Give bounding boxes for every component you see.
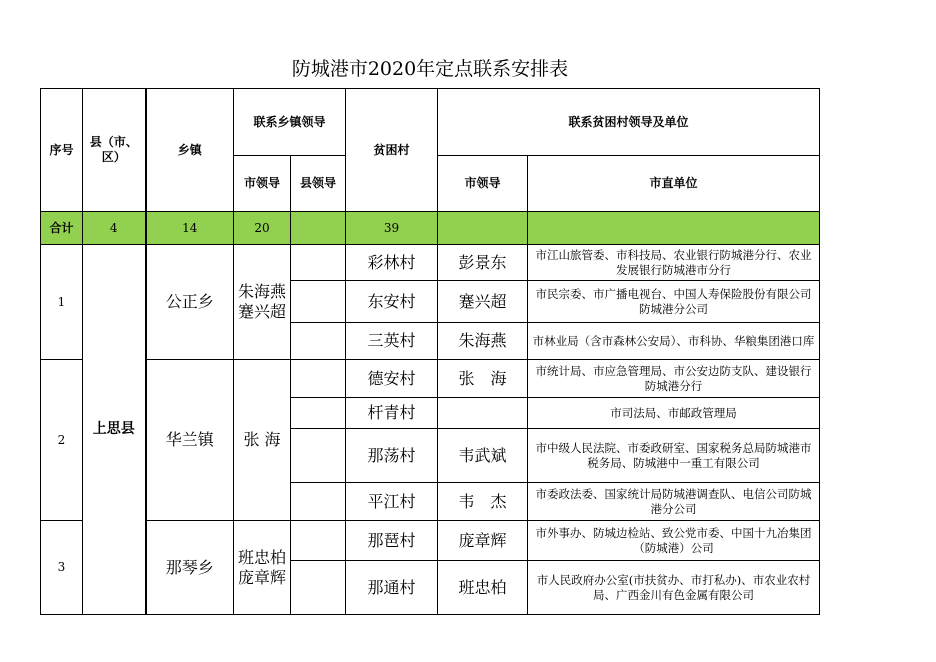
- village-leader-cell: 蹇兴超: [438, 281, 528, 323]
- total-village-leader: [438, 212, 528, 245]
- header-county: 县（市、区）: [83, 89, 146, 212]
- header-county-leader: 县领导: [291, 156, 346, 212]
- town-city-leader-cell: 班忠柏庞章辉: [234, 521, 291, 615]
- village-cell: 三英村: [346, 323, 438, 360]
- town-cell: 华兰镇: [146, 360, 234, 521]
- county-leader-cell: [291, 398, 346, 429]
- unit-cell: 市委政法委、国家统计局防城港调查队、电信公司防城港分公司: [528, 483, 820, 521]
- seq-cell: 1: [41, 245, 83, 360]
- unit-cell: 市外事办、防城边检站、致公党市委、中国十九冶集团（防城港）公司: [528, 521, 820, 561]
- header-village-city-leader: 市领导: [438, 156, 528, 212]
- village-leader-cell: 庞章辉: [438, 521, 528, 561]
- village-cell: 杆青村: [346, 398, 438, 429]
- header-village: 贫困村: [346, 89, 438, 212]
- total-unit: [528, 212, 820, 245]
- county-leader-cell: [291, 483, 346, 521]
- village-cell: 东安村: [346, 281, 438, 323]
- town-cell: 那琴乡: [146, 521, 234, 615]
- unit-cell: 市司法局、市邮政管理局: [528, 398, 820, 429]
- header-village-leaders: 联系贫困村领导及单位: [438, 89, 820, 156]
- county-cell: 上思县: [83, 245, 146, 615]
- table-row: [41, 360, 820, 398]
- header-city-unit: 市直单位: [528, 156, 820, 212]
- county-leader-cell: [291, 323, 346, 360]
- town-city-leader-cell: 张 海: [234, 360, 291, 521]
- village-leader-cell: 彭景东: [438, 245, 528, 281]
- unit-cell: 市人民政府办公室(市扶贫办、市打私办)、市农业农村局、广西金川有色金属有限公司: [528, 561, 820, 615]
- town-cell: 公正乡: [146, 245, 234, 360]
- county-leader-cell: [291, 521, 346, 561]
- header-town-leaders: 联系乡镇领导: [234, 89, 346, 156]
- unit-cell: 市统计局、市应急管理局、市公安边防支队、建设银行防城港分行: [528, 360, 820, 398]
- total-town: 14: [146, 212, 234, 245]
- seq-cell: 3: [41, 521, 83, 615]
- village-leader-cell: [438, 398, 528, 429]
- village-cell: 平江村: [346, 483, 438, 521]
- village-leader-cell: 朱海燕: [438, 323, 528, 360]
- village-cell: 那荡村: [346, 429, 438, 483]
- header-town: 乡镇: [146, 89, 234, 212]
- unit-cell: 市江山旅管委、市科技局、农业银行防城港分行、农业发展银行防城港市分行: [528, 245, 820, 281]
- county-leader-cell: [291, 429, 346, 483]
- table-row: [41, 245, 820, 281]
- county-leader-cell: [291, 561, 346, 615]
- header-city-leader: 市领导: [234, 156, 291, 212]
- village-cell: 那琶村: [346, 521, 438, 561]
- page-title: 防城港市2020年定点联系安排表: [291, 58, 569, 80]
- header-row-1: [41, 89, 820, 156]
- village-leader-cell: 张 海: [438, 360, 528, 398]
- arrangement-table: [40, 88, 820, 615]
- village-cell: 德安村: [346, 360, 438, 398]
- village-cell: 那通村: [346, 561, 438, 615]
- unit-cell: 市民宗委、市广播电视台、中国人寿保险股份有限公司防城港分公司: [528, 281, 820, 323]
- county-leader-cell: [291, 281, 346, 323]
- unit-cell: 市林业局（含市森林公安局）、市科协、华粮集团港口库: [528, 323, 820, 360]
- unit-cell: 市中级人民法院、市委政研室、国家税务总局防城港市税务局、防城港中一重工有限公司: [528, 429, 820, 483]
- town-city-leader-cell: 朱海燕 蹇兴超: [234, 245, 291, 360]
- village-leader-cell: 班忠柏: [438, 561, 528, 615]
- table-row: [41, 521, 820, 561]
- village-leader-cell: 韦武斌: [438, 429, 528, 483]
- total-county: 4: [83, 212, 146, 245]
- county-leader-cell: [291, 360, 346, 398]
- total-county-leader: [291, 212, 346, 245]
- total-city-leader: 20: [234, 212, 291, 245]
- village-cell: 彩林村: [346, 245, 438, 281]
- village-leader-cell: 韦 杰: [438, 483, 528, 521]
- seq-cell: 2: [41, 360, 83, 521]
- total-village: 39: [346, 212, 438, 245]
- header-seq: 序号: [41, 89, 83, 212]
- total-row: [41, 212, 820, 245]
- county-leader-cell: [291, 245, 346, 281]
- total-label: 合计: [41, 212, 83, 245]
